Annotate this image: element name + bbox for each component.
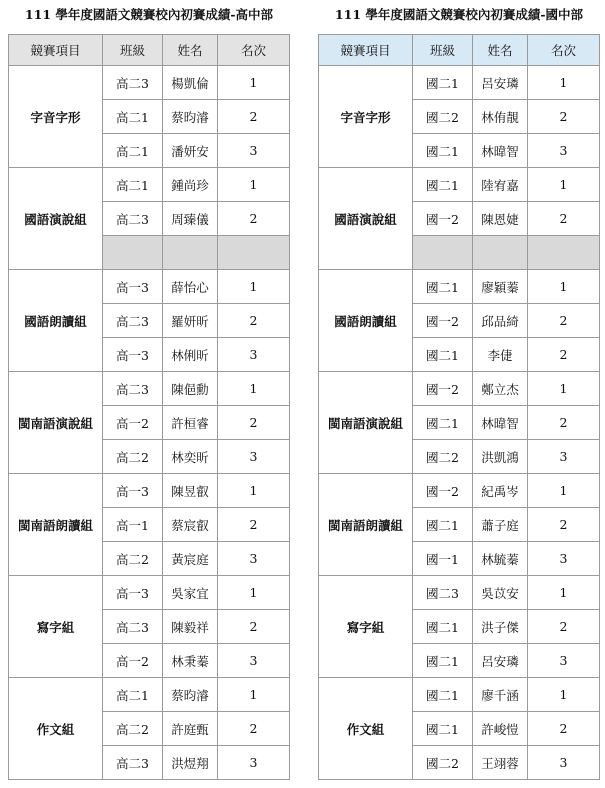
student-name-cell: 洪煜翔: [163, 746, 218, 780]
student-name-cell: 紀禹岑: [473, 474, 528, 508]
table-row: [9, 168, 290, 202]
event-name: 國語朗讀組: [9, 270, 103, 372]
student-name-cell: 蔡昀濬: [163, 100, 218, 134]
rank-cell: 3: [218, 338, 290, 372]
class-cell: 國二1: [413, 66, 473, 100]
class-cell: 國一2: [413, 372, 473, 406]
rank-cell: 3: [528, 746, 600, 780]
student-name-cell: 吳苡安: [473, 576, 528, 610]
student-name-cell: 林毓蓁: [473, 542, 528, 576]
rank-cell: 2: [528, 406, 600, 440]
student-name-cell: 陳毅祥: [163, 610, 218, 644]
class-cell: 高一3: [103, 338, 163, 372]
student-name-cell: 林暐智: [473, 406, 528, 440]
class-cell: 國二3: [413, 576, 473, 610]
class-cell: 國二1: [413, 168, 473, 202]
table-row: [319, 678, 600, 712]
student-name-cell: 陳俋勳: [163, 372, 218, 406]
high-school-title: 111 學年度國語文競賽校內初賽成績-高中部: [24, 7, 274, 22]
event-name: 閩南語朗讀組: [9, 474, 103, 576]
junior-high-title: 111 學年度國語文競賽校內初賽成績-國中部: [334, 7, 584, 22]
rank-cell: 2: [218, 100, 290, 134]
rank-cell: 1: [218, 576, 290, 610]
student-name-cell: 陳恩婕: [473, 202, 528, 236]
student-name-cell: [473, 236, 528, 270]
class-cell: 國一2: [413, 304, 473, 338]
table-row: [319, 66, 600, 100]
class-cell: 國二1: [413, 134, 473, 168]
table-row: [9, 678, 290, 712]
table-row: [319, 168, 600, 202]
class-cell: 國二1: [413, 644, 473, 678]
class-cell: 高二3: [103, 202, 163, 236]
student-name-cell: 黃宸庭: [163, 542, 218, 576]
rank-cell: 1: [218, 678, 290, 712]
table-row: [9, 270, 290, 304]
student-name-cell: 林侑靚: [473, 100, 528, 134]
class-cell: 高二1: [103, 168, 163, 202]
rank-cell: [218, 236, 290, 270]
junior-high-table-body: [319, 66, 600, 780]
rank-cell: 1: [218, 66, 290, 100]
high-school-panel: [8, 0, 290, 780]
rank-cell: 1: [528, 270, 600, 304]
class-cell: 高二3: [103, 746, 163, 780]
student-name-cell: 林俐昕: [163, 338, 218, 372]
rank-cell: 1: [528, 474, 600, 508]
rank-cell: 2: [218, 406, 290, 440]
student-name-cell: 潘妍安: [163, 134, 218, 168]
student-name-cell: [163, 236, 218, 270]
class-cell: 國二1: [413, 406, 473, 440]
student-name-cell: 呂安璘: [473, 644, 528, 678]
class-cell: 高一3: [103, 474, 163, 508]
rank-cell: 2: [218, 202, 290, 236]
header-event: 競賽項目: [319, 35, 413, 66]
class-cell: 高二2: [103, 542, 163, 576]
rank-cell: 1: [528, 678, 600, 712]
table-row: [9, 372, 290, 406]
event-name: 字音字形: [9, 66, 103, 168]
rank-cell: [528, 236, 600, 270]
rank-cell: 3: [528, 440, 600, 474]
header-name: 姓名: [473, 35, 528, 66]
rank-cell: 1: [528, 168, 600, 202]
student-name-cell: 林奕昕: [163, 440, 218, 474]
class-cell: 高二1: [103, 134, 163, 168]
table-row: [319, 270, 600, 304]
class-cell: [413, 236, 473, 270]
rank-cell: 2: [528, 338, 600, 372]
event-name: 國語朗讀組: [319, 270, 413, 372]
class-cell: 國二2: [413, 100, 473, 134]
class-cell: 高一2: [103, 644, 163, 678]
class-cell: 高一3: [103, 270, 163, 304]
event-name: 字音字形: [319, 66, 413, 168]
event-name: 作文組: [9, 678, 103, 780]
student-name-cell: 陳昱叡: [163, 474, 218, 508]
student-name-cell: 王翊蓉: [473, 746, 528, 780]
rank-cell: 3: [528, 644, 600, 678]
class-cell: 高二1: [103, 100, 163, 134]
rank-cell: 3: [528, 542, 600, 576]
rank-cell: 3: [218, 134, 290, 168]
class-cell: 高一1: [103, 508, 163, 542]
event-name: 國語演說組: [9, 168, 103, 270]
event-name: 作文組: [319, 678, 413, 780]
rank-cell: 2: [528, 610, 600, 644]
class-cell: 高二1: [103, 678, 163, 712]
rank-cell: 2: [528, 304, 600, 338]
student-name-cell: 呂安璘: [473, 66, 528, 100]
rank-cell: 3: [218, 542, 290, 576]
rank-cell: 2: [528, 508, 600, 542]
header-name: 姓名: [163, 35, 218, 66]
student-name-cell: 李倢: [473, 338, 528, 372]
header-class: 班級: [413, 35, 473, 66]
student-name-cell: 林秉蓁: [163, 644, 218, 678]
rank-cell: 1: [528, 576, 600, 610]
rank-cell: 1: [218, 168, 290, 202]
header-rank: 名次: [528, 35, 600, 66]
high-school-results-table: [8, 34, 290, 780]
event-name: 閩南語演說組: [9, 372, 103, 474]
student-name-cell: 廖穎蓁: [473, 270, 528, 304]
table-row: [9, 576, 290, 610]
rank-cell: 3: [218, 440, 290, 474]
student-name-cell: 廖千涵: [473, 678, 528, 712]
class-cell: 國二1: [413, 270, 473, 304]
rank-cell: 2: [218, 712, 290, 746]
junior-high-panel: [318, 0, 600, 780]
table-row: [9, 66, 290, 100]
rank-cell: 2: [218, 508, 290, 542]
class-cell: 高二3: [103, 304, 163, 338]
rank-cell: 2: [218, 610, 290, 644]
student-name-cell: 吳家宜: [163, 576, 218, 610]
rank-cell: 1: [218, 474, 290, 508]
student-name-cell: 鄭立杰: [473, 372, 528, 406]
event-name: 閩南語朗讀組: [319, 474, 413, 576]
student-name-cell: 洪子傑: [473, 610, 528, 644]
student-name-cell: 楊凱倫: [163, 66, 218, 100]
class-cell: 高一3: [103, 576, 163, 610]
rank-cell: 2: [528, 202, 600, 236]
rank-cell: 1: [218, 270, 290, 304]
event-name: 閩南語演說組: [319, 372, 413, 474]
student-name-cell: 許峻愷: [473, 712, 528, 746]
header-row: [319, 35, 600, 66]
rank-cell: 3: [528, 134, 600, 168]
student-name-cell: 許庭甄: [163, 712, 218, 746]
student-name-cell: 蕭子庭: [473, 508, 528, 542]
class-cell: 國二1: [413, 338, 473, 372]
rank-cell: 2: [528, 100, 600, 134]
rank-cell: 2: [218, 304, 290, 338]
class-cell: 高二3: [103, 372, 163, 406]
class-cell: 國一2: [413, 474, 473, 508]
class-cell: 高二2: [103, 440, 163, 474]
header-rank: 名次: [218, 35, 290, 66]
rank-cell: 3: [218, 644, 290, 678]
event-name: 寫字組: [9, 576, 103, 678]
header-event: 競賽項目: [9, 35, 103, 66]
student-name-cell: 陸宥嘉: [473, 168, 528, 202]
rank-cell: 3: [218, 746, 290, 780]
student-name-cell: 羅妍昕: [163, 304, 218, 338]
class-cell: 高二3: [103, 66, 163, 100]
class-cell: 國二2: [413, 440, 473, 474]
student-name-cell: 鍾尚珍: [163, 168, 218, 202]
student-name-cell: 周臻儀: [163, 202, 218, 236]
student-name-cell: 邱品綺: [473, 304, 528, 338]
class-cell: 國二1: [413, 508, 473, 542]
student-name-cell: 洪凱鴻: [473, 440, 528, 474]
table-row: [9, 474, 290, 508]
class-cell: 國二2: [413, 746, 473, 780]
student-name-cell: 薛怡心: [163, 270, 218, 304]
class-cell: 國二1: [413, 610, 473, 644]
rank-cell: 1: [528, 372, 600, 406]
junior-high-results-table: [318, 34, 600, 780]
rank-cell: 1: [218, 372, 290, 406]
event-name: 國語演說組: [319, 168, 413, 270]
class-cell: 高一2: [103, 406, 163, 440]
table-row: [319, 372, 600, 406]
class-cell: 國二1: [413, 712, 473, 746]
rank-cell: 2: [528, 712, 600, 746]
rank-cell: 1: [528, 66, 600, 100]
header-row: [9, 35, 290, 66]
class-cell: 高二2: [103, 712, 163, 746]
event-name: 寫字組: [319, 576, 413, 678]
class-cell: 國一1: [413, 542, 473, 576]
class-cell: 國二1: [413, 678, 473, 712]
class-cell: 高二3: [103, 610, 163, 644]
header-class: 班級: [103, 35, 163, 66]
table-row: [319, 576, 600, 610]
student-name-cell: 蔡昀濬: [163, 678, 218, 712]
student-name-cell: 蔡宸叡: [163, 508, 218, 542]
class-cell: [103, 236, 163, 270]
class-cell: 國一2: [413, 202, 473, 236]
high-school-table-body: [9, 66, 290, 780]
student-name-cell: 林暐智: [473, 134, 528, 168]
table-row: [319, 474, 600, 508]
student-name-cell: 許桓睿: [163, 406, 218, 440]
